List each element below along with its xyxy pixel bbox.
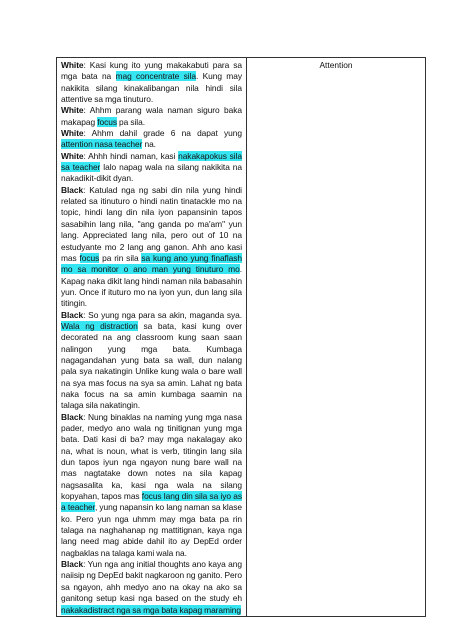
transcript-text: : Yun nga ang initial thoughts ano kaya ang naiisip ng DepEd bakit nagkaroon ng ganito. Pero sa ngayon, ahh medyo ano na okay na ako sa ganitong setup kasi nga based on the study eh — [61, 559, 242, 604]
transcript-text: : Ahhm parang wala naman siguro baka makapag — [61, 105, 242, 127]
highlighted-text: sa kung ano yung finaflash mo sa monitor o ano man yung tinuturo mo — [61, 252, 242, 275]
highlighted-text: focus — [97, 116, 117, 127]
transcript-text: : Katulad nga ng sabi din nila yung hindi related sa itinuturo o hindi natin tinatackle mo na topic, hindi lang din nila iyon papansinin tapos sasabihin lang nila, "ang ganda po ma'am" yun lang. Appreciated lang nila, pero out of 10 na estudyante mo 2 lang ang ganon. Ahh ano kasi mas — [61, 184, 242, 263]
speaker-label: White — [61, 128, 84, 139]
speaker-label: White — [61, 150, 84, 161]
transcript-text: pa sila. — [116, 116, 145, 127]
transcript-paragraph — [61, 128, 242, 151]
highlighted-text: focus lang din sila sa iyo as a teacher — [61, 491, 242, 513]
transcript-text: lalo napag wala na silang nakikita na nakadikit-dikit dyan. — [61, 162, 242, 184]
code-cell — [247, 58, 425, 616]
transcript-text: : So yung nga para sa akin, maganda sya. — [83, 309, 242, 320]
transcript-text: sa bata, kasi kung over decorated na ang classroom kung saan saan nalingon yung mga bata. Kumbaga nagagandahan yung bata sa wall, dun nalang pala sya nakatingin Unlike kung wala o bare wall na sya mas focus na sya sa amin. Lahat ng bata naka focus na sa amin kumbaga saamin na talaga sila nakatingin. — [61, 320, 242, 411]
transcript-text: pa rin sila — [99, 252, 142, 263]
transcript-paragraph — [61, 151, 242, 185]
transcript-text: , yung napansin ko lang naman sa klase ko. Pero yun nga uhmm may mga bata pa rin talaga na naghahanap ng mattitignan, kaya nga lang need mag abide dahil ito ay DepEd order nagbaklas na talaga kami wala na. — [61, 502, 242, 558]
highlighted-text: mag concentrate sila — [115, 71, 196, 82]
transcript-text: : Nung binaklas na naming yung mga nasa pader, medyo ano wala ng tinitignan yung mga bata. Dati kasi di ba? may mga nakalagay ako na, what is noun, what is verb, titingin lang sila dun tapos iyun nga ngayon nung bare wall na mas nagtatake down notes na sila kapag nagsasalita ka, kasi nga wala na silang kopyahan, tapos mas — [61, 411, 242, 502]
transcript-cell — [57, 58, 247, 616]
code-label: Attention — [319, 60, 353, 70]
speaker-label: Black — [61, 184, 84, 195]
speaker-label: White — [61, 60, 84, 70]
transcript-paragraph — [61, 185, 242, 310]
transcript-paragraph — [61, 310, 242, 412]
highlighted-text: focus — [79, 252, 100, 263]
highlighted-text: Wala ng distraction — [61, 320, 138, 331]
transcript-text: . Kapag naka dikit lang hindi naman nila babasahin yun. Once if ituturo mo na iyon yun, dun lang sila titingin. — [61, 264, 242, 309]
highlighted-text: nakakadistract nga sa mga bata kapag maraming — [61, 604, 241, 615]
transcript-text: : Ahhm dahil grade 6 na dapat yung — [83, 128, 242, 139]
transcript-paragraph — [61, 559, 242, 616]
transcript-paragraph — [61, 105, 242, 128]
highlighted-text: nakakapokus sila sa teacher — [61, 150, 242, 173]
speaker-label: Black — [61, 309, 84, 320]
speaker-label: Black — [61, 411, 84, 422]
highlighted-text: attention nasa teacher — [61, 139, 143, 150]
transcript-paragraph — [61, 412, 242, 559]
coding-table — [56, 57, 426, 617]
transcript-text: . Kung may nakikita silang kinakalibangan nila hindi sila attentive sa mga tinuturo. — [61, 71, 242, 105]
transcript-text: : Kasi kung ito yung makakabuti para sa mga bata na — [61, 60, 242, 82]
speaker-label: White — [61, 105, 84, 116]
speaker-label: Black — [61, 559, 84, 570]
transcript-paragraph — [61, 60, 242, 105]
transcript-text: : Ahhh hindi naman, kasi — [83, 150, 179, 161]
transcript-text: na. — [142, 139, 156, 150]
